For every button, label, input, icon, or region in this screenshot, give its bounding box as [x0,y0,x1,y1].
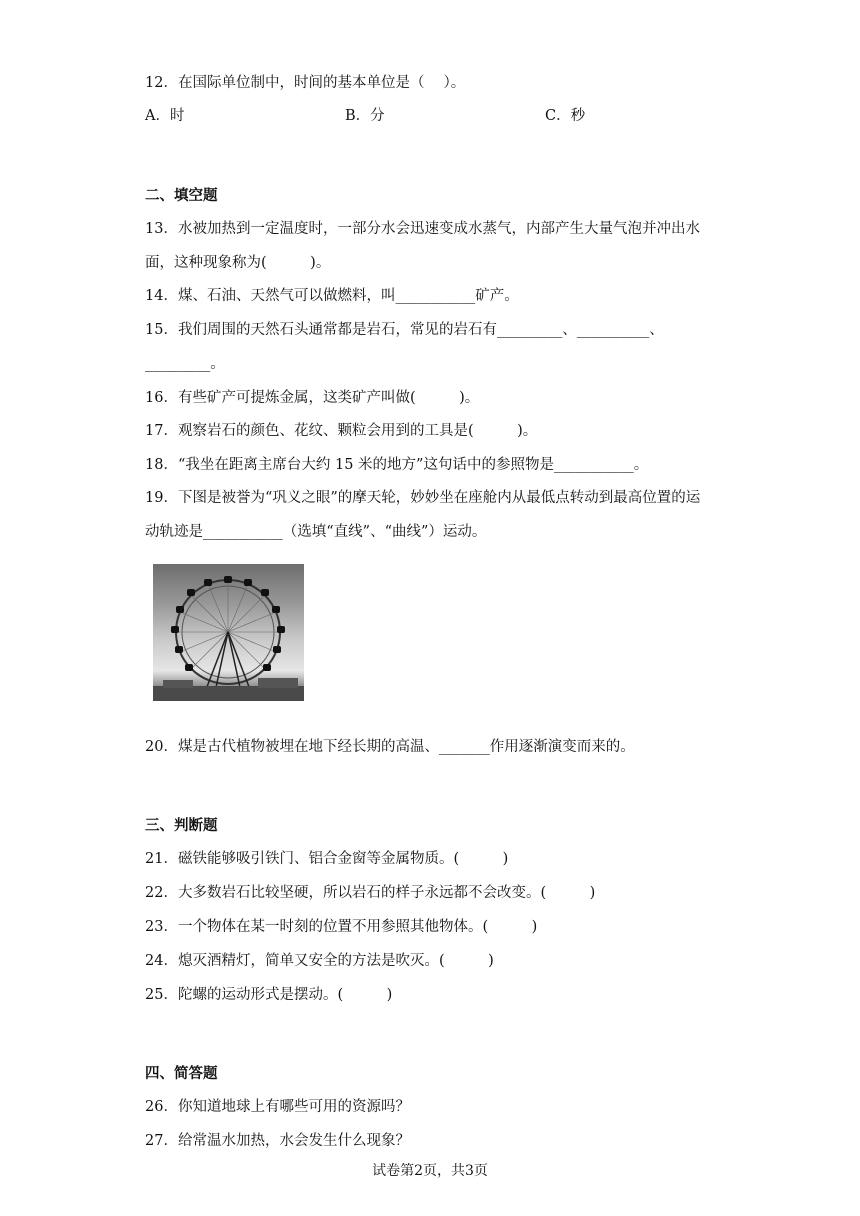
question-17: 17．观察岩石的颜色、花纹、颗粒会用到的工具是( )。 [145,423,538,439]
question-21: 21．磁铁能够吸引铁门、铝合金窗等金属物质。( ) [145,851,509,867]
ferris-wheel-photo [153,564,304,701]
question-18: 18．“我坐在距离主席台大约 15 米的地方”这句话中的参照物是___________。 [145,457,649,473]
section-judgement: 三、判断题 [145,818,218,834]
question-22: 22．大多数岩石比较坚硬，所以岩石的样子永远都不会改变。( ) [145,885,596,901]
option-a: A．时 [145,108,185,124]
question-15-line-1: 15．我们周围的天然石头通常都是岩石，常见的岩石有_________、__________、 [145,322,664,338]
page-footer: 试卷第2页，共3页 [372,1163,488,1179]
question-27: 27．给常温水加热，水会发生什么现象？ [145,1133,410,1149]
question-26: 26．你知道地球上有哪些可用的资源吗？ [145,1099,410,1115]
question-23: 23．一个物体在某一时刻的位置不用参照其他物体。( ) [145,919,538,935]
ferris-wheel-image [153,564,304,701]
question-13-line-2: 面，这种现象称为( )。 [145,255,331,271]
option-c: C．秒 [545,108,586,124]
question-16: 16．有些矿产可提炼金属，这类矿产叫做( )。 [145,390,480,406]
question-13-line-1: 13．水被加热到一定温度时，一部分水会迅速变成水蒸气，内部产生大量气泡并冲出水 [145,221,700,237]
section-fill-in: 二、填空题 [145,188,218,204]
question-12: 12．在国际单位制中，时间的基本单位是（ ）。 [145,75,466,91]
section-short-answer: 四、简答题 [145,1066,218,1082]
question-19-line-2: 动轨迹是___________（选填“直线”、“曲线”）运动。 [145,524,487,540]
question-24: 24．熄灭酒精灯，简单又安全的方法是吹灭。( ) [145,953,494,969]
question-15-line-2: _________。 [145,356,225,372]
question-19-line-1: 19．下图是被誉为“巩义之眼”的摩天轮，妙妙坐在座舱内从最低点转动到最高位置的运 [145,490,701,506]
question-25: 25．陀螺的运动形式是摆动。( ) [145,987,393,1003]
question-20: 20．煤是古代植物被埋在地下经长期的高温、_______作用逐渐演变而来的。 [145,739,635,755]
option-b: B．分 [345,108,385,124]
question-14: 14．煤、石油、天然气可以做燃料，叫___________矿产。 [145,288,519,304]
